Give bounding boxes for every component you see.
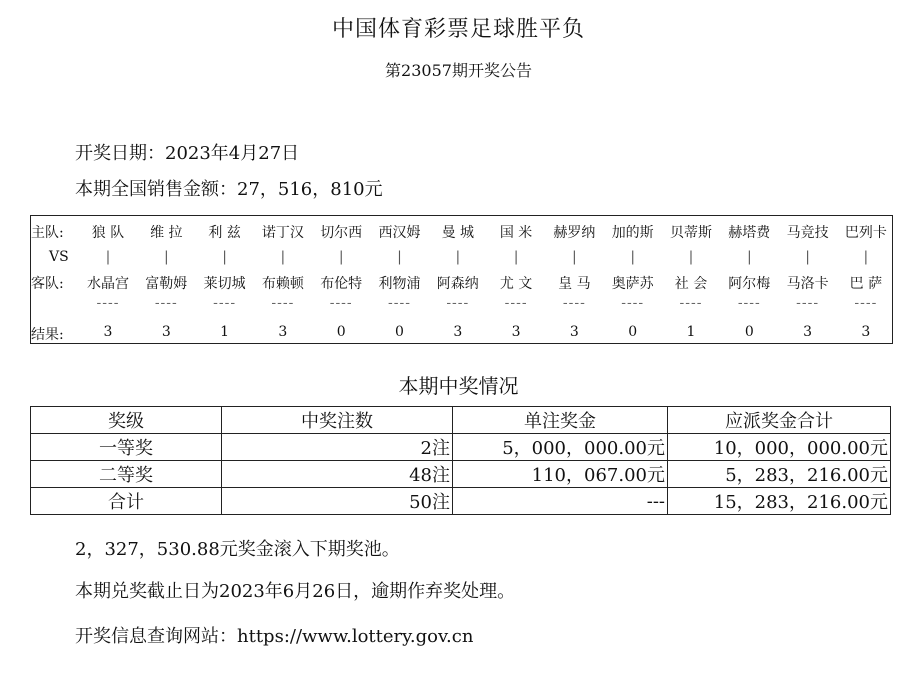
home-team: 国 米 [499,225,533,241]
match-column [545,216,603,343]
vs-separator: | [280,249,286,265]
home-team: 利 兹 [208,225,241,241]
prize-amount: 110，067.00元 [453,461,668,488]
match-result: 1 [220,324,230,340]
match-column [429,216,487,343]
draw-date: 开奖日期：2023年4月27日 [75,143,300,164]
home-team: 加的斯 [611,225,654,241]
winner-count: 48注 [222,461,453,488]
match-column [720,216,778,343]
away-team: 皇 马 [558,276,591,292]
match-column [487,216,545,343]
dash-separator: ---- [562,295,586,311]
match-column [196,216,254,343]
vs-separator: | [746,249,752,265]
dash-separator: ---- [329,295,353,311]
vs-separator: | [630,249,636,265]
vs-separator: | [338,249,344,265]
match-result: 3 [803,324,813,340]
match-result: 3 [103,324,113,340]
winner-count: 2注 [222,434,453,461]
column-header: 奖级 [31,407,222,434]
vs-separator: | [572,249,577,265]
away-team: 布赖顿 [261,276,304,292]
vs-separator: | [105,249,111,265]
match-result: 0 [336,324,346,340]
home-team: 西汉姆 [378,225,421,241]
away-team: 莱切城 [203,276,246,292]
match-result: 3 [278,324,288,340]
away-team: 巴 萨 [849,276,883,292]
rollover-note: 2，327，530.88元奖金滚入下期奖池。 [75,539,400,560]
dash-separator: ---- [154,295,178,311]
away-team: 尤 文 [499,276,533,292]
vs-separator: | [805,249,810,265]
dash-separator: ---- [796,295,820,311]
home-team: 赫罗纳 [553,225,596,241]
match-column [371,216,429,343]
vs-label: VS [49,249,69,265]
match-result: 3 [569,324,579,340]
issue-subtitle: 第23057期开奖公告 [385,61,532,80]
home-team: 狼 队 [91,225,125,241]
match-column [79,216,137,343]
prize-total: 5，283，216.00元 [668,461,891,488]
prize-level: 一等奖 [31,434,222,461]
column-header: 单注奖金 [453,407,668,434]
prize-header-row [31,407,891,434]
vs-separator: | [455,249,461,265]
prize-total: 15，283，216.00元 [668,488,891,515]
prize-amount: --- [453,488,668,515]
dash-separator: ---- [854,295,878,311]
away-team: 奥萨苏 [611,276,654,292]
dash-separator: ---- [388,295,411,311]
match-results-table [30,215,893,344]
vs-separator: | [513,249,519,265]
match-column [779,216,837,343]
away-team: 利物浦 [378,276,421,292]
announcement-title: 中国体育彩票足球胜平负 [331,17,585,42]
prize-heading: 本期中奖情况 [398,374,519,398]
home-team: 贝蒂斯 [670,225,712,241]
dash-separator: ---- [504,295,528,311]
dash-separator: ---- [679,295,703,311]
table-row [31,434,891,461]
dash-separator: ---- [213,295,237,311]
home-team: 维 拉 [150,225,183,241]
match-result: 0 [628,324,638,340]
match-result: 1 [686,324,696,340]
match-column [312,216,370,343]
home-team: 赫塔费 [728,225,771,241]
away-team: 富勒姆 [145,276,188,292]
match-column [254,216,312,343]
prize-table [30,406,891,515]
away-team: 社 会 [674,276,708,292]
vs-separator: | [688,249,694,265]
home-team: 马竞技 [786,225,829,241]
result-label: 结果: [31,327,64,343]
match-result: 3 [161,324,171,340]
winner-count: 50注 [222,488,453,515]
vs-separator: | [863,249,869,265]
website-note: 开奖信息查询网站：https://www.lottery.gov.cn [75,626,474,647]
prize-level: 合计 [31,488,222,515]
prize-total: 10，000，000.00元 [668,434,891,461]
dash-separator: ---- [446,295,470,311]
column-header: 中奖注数 [222,407,453,434]
prize-level: 二等奖 [31,461,222,488]
away-team: 布伦特 [320,276,363,292]
table-row [31,461,891,488]
home-team: 切尔西 [320,225,363,241]
match-column [662,216,720,343]
home-team-label: 主队: [31,225,64,241]
dash-separator: ---- [621,295,645,311]
dash-separator: ---- [737,295,761,311]
match-result: 3 [453,324,463,340]
match-column [604,216,662,343]
match-result: 3 [861,324,871,340]
vs-separator: | [397,249,402,265]
match-result: 0 [395,324,404,340]
vs-separator: | [163,249,169,265]
dash-separator: ---- [271,295,295,311]
away-team: 阿尔梅 [728,276,771,292]
home-team: 诺丁汉 [261,225,304,241]
deadline-note: 本期兑奖截止日为2023年6月26日，逾期作弃奖处理。 [75,581,516,602]
away-team: 水晶宫 [87,276,129,292]
match-result: 0 [744,324,754,340]
match-column [837,216,895,343]
dash-separator: ---- [96,295,120,311]
column-header: 应派奖金合计 [668,407,891,434]
home-team: 曼 城 [441,225,475,241]
away-team-label: 客队: [31,276,64,292]
away-team: 阿森纳 [436,276,479,292]
home-team: 巴列卡 [844,225,887,241]
away-team: 马洛卡 [786,276,829,292]
match-result: 3 [511,324,521,340]
table-row [31,488,891,515]
vs-separator: | [222,249,227,265]
match-column [137,216,195,343]
prize-amount: 5，000，000.00元 [453,434,668,461]
sales-amount: 本期全国销售金额：27，516，810元 [75,179,383,200]
